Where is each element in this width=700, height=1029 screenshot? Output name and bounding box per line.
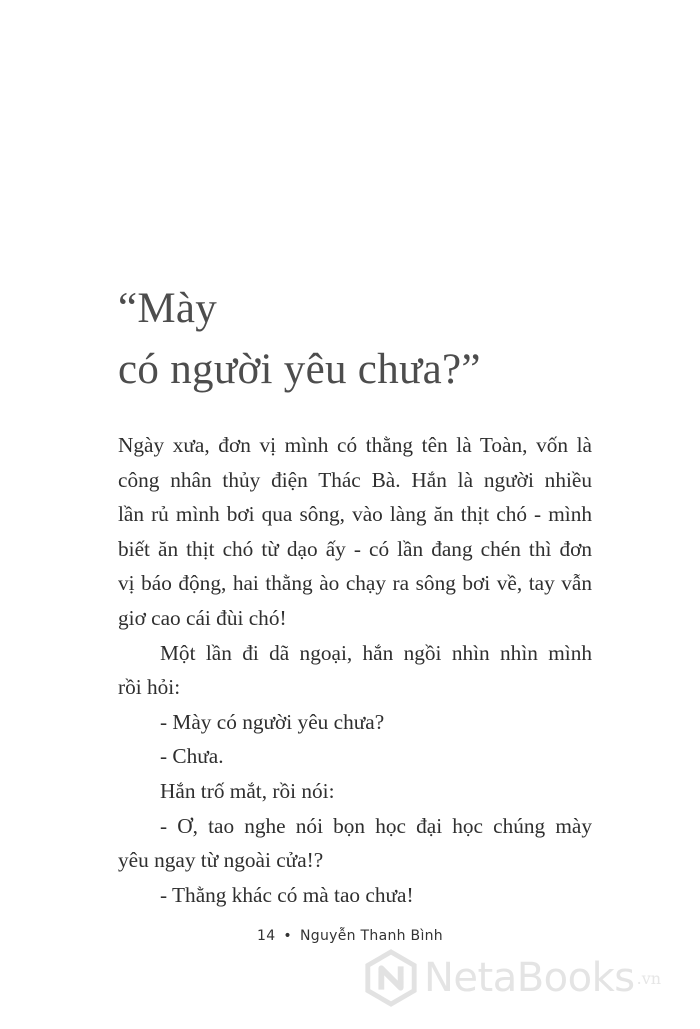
dialogue-line: - Ơ, tao nghe nói bọn học đại học chúng mày — [160, 813, 592, 838]
body-text — [118, 428, 592, 912]
text-line: giơ cao cái đùi chó! — [118, 605, 287, 630]
text-line: lần rủ mình bơi qua sông, vào làng ăn thịt chó - mình — [118, 502, 592, 527]
chapter-title — [118, 278, 618, 400]
watermark — [362, 948, 692, 1008]
text-line: Ngày xưa, đơn vị mình có thằng tên là Toàn, vốn là — [118, 433, 592, 457]
text-line: rồi hỏi: — [118, 675, 181, 700]
text-line: Một lần đi dã ngoại, hắn ngồi nhìn nhìn mình — [160, 640, 592, 665]
dialogue-line: - Thằng khác có mà tao chưa! — [160, 882, 414, 907]
footer-separator: • — [283, 928, 292, 944]
dialogue-line: - Chưa. — [160, 744, 224, 769]
text-line: yêu ngay từ ngoài cửa!? — [118, 848, 324, 873]
text-line: vị báo động, hai thằng ào chạy ra sông bơi về, tay vẫn — [118, 571, 592, 596]
watermark-suffix: .vn — [636, 968, 662, 988]
page-number: 14 — [257, 928, 276, 944]
author-name: Nguyễn Thanh Bình — [299, 928, 443, 944]
dialogue-line: - Mày có người yêu chưa? — [160, 709, 385, 734]
text-line: Hắn trố mắt, rồi nói: — [160, 778, 335, 803]
text-line: biết ăn thịt chó từ dạo ấy - có lần đang chén thì đơn — [118, 536, 592, 561]
chapter-title-line-2: có người yêu chưa?” — [118, 346, 481, 393]
text-line: công nhân thủy điện Thác Bà. Hắn là người nhiều — [118, 467, 592, 492]
netabooks-logo-icon — [362, 949, 420, 1007]
watermark-brand: NetaBooks — [424, 955, 635, 1001]
chapter-title-line-1: “Mày — [118, 285, 218, 332]
page-footer — [0, 928, 700, 944]
